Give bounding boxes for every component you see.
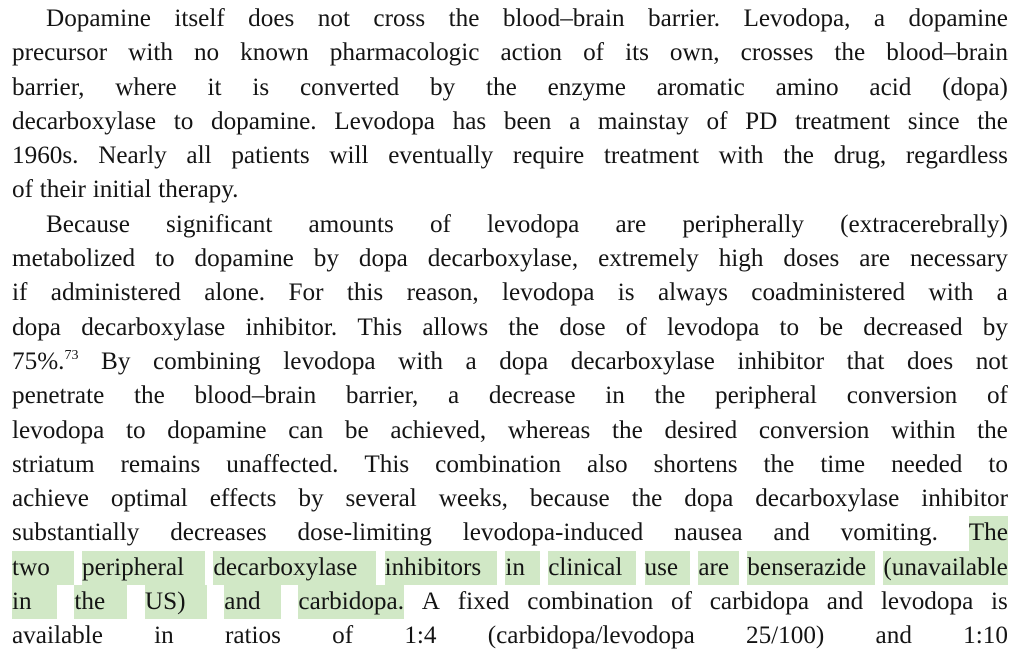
paragraph-2-line: penetrate the blood–brain barrier, a decrease in the peripheral conversion of — [12, 382, 1008, 410]
highlighted-text: The — [969, 516, 1008, 550]
paragraph-1-line: decarboxylase to dopamine. Levodopa has been a mainstay of PD treatment since the — [12, 107, 1008, 135]
paragraph-1 — [12, 2, 1008, 208]
paragraph-2-line: in the US) and carbidopa. A fixed combination of carbidopa and levodopa is — [12, 585, 1008, 619]
citation-reference: 73 — [64, 347, 79, 363]
paragraph-2-line: achieve optimal effects by several weeks, because the dopa decarboxylase inhibitor — [12, 485, 1008, 513]
paragraph-2-line: dopa decarboxylase inhibitor. This allows the dose of levodopa to be decreased by — [12, 313, 1008, 341]
highlighted-text: two — [12, 551, 74, 585]
paragraph-2-line: levodopa to dopamine can be achieved, whereas the desired conversion within the — [12, 416, 1008, 444]
paragraph-1-line: barrier, where it is converted by the enzyme aromatic amino acid (dopa) — [12, 73, 1008, 101]
highlighted-text: clinical — [548, 551, 636, 585]
paragraph-2-line: metabolized to dopamine by dopa decarboxylase, extremely high doses are necessary — [12, 245, 1008, 273]
paragraph-2-line: if administered alone. For this reason, levodopa is always coadministered with a — [12, 279, 1008, 307]
document-page — [12, 2, 1008, 654]
highlighted-text: in — [505, 551, 540, 585]
highlighted-text: are — [698, 551, 739, 585]
paragraph-2-line: striatum remains unaffected. This combination also shortens the time needed to — [12, 450, 1008, 478]
highlighted-text: (unavailable — [883, 551, 1007, 585]
highlighted-text: use — [645, 551, 691, 585]
highlighted-text: decarboxylase — [213, 551, 376, 585]
paragraph-1-line: of their initial therapy. — [12, 176, 239, 204]
paragraph-2 — [12, 208, 1008, 654]
paragraph-1-line: precursor with no known pharmacologic action of its own, crosses the blood–brain — [12, 39, 1008, 67]
paragraph-2-line: substantially decreases dose-limiting levodopa-induced nausea and vomiting. The — [12, 516, 1008, 550]
paragraph-2-line: available in ratios of 1:4 (carbidopa/levodopa 25/100) and 1:10 — [12, 622, 1008, 650]
paragraph-2-line: Because significant amounts of levodopa are peripherally (extracerebrally) — [46, 210, 1008, 238]
paragraph-2-line: 75%.$^{73}$ By combining levodopa with a dopa decarboxylase inhibitor that does not — [12, 347, 1008, 375]
highlighted-text: and — [224, 585, 280, 619]
highlighted-text: peripheral — [82, 551, 205, 585]
highlighted-text: inhibitors — [385, 551, 498, 585]
paragraph-1-line: Dopamine itself does not cross the blood–brain barrier. Levodopa, a dopamine — [46, 5, 1008, 32]
highlighted-text: carbidopa. — [298, 585, 404, 619]
paragraph-1-line: 1960s. Nearly all patients will eventually require treatment with the drug, regardless — [12, 142, 1008, 170]
highlighted-text: benserazide — [747, 551, 875, 585]
highlighted-text: the — [74, 585, 127, 619]
paragraph-2-line — [12, 551, 1008, 585]
highlighted-text: US) — [145, 585, 207, 619]
highlighted-text: in — [12, 585, 57, 619]
